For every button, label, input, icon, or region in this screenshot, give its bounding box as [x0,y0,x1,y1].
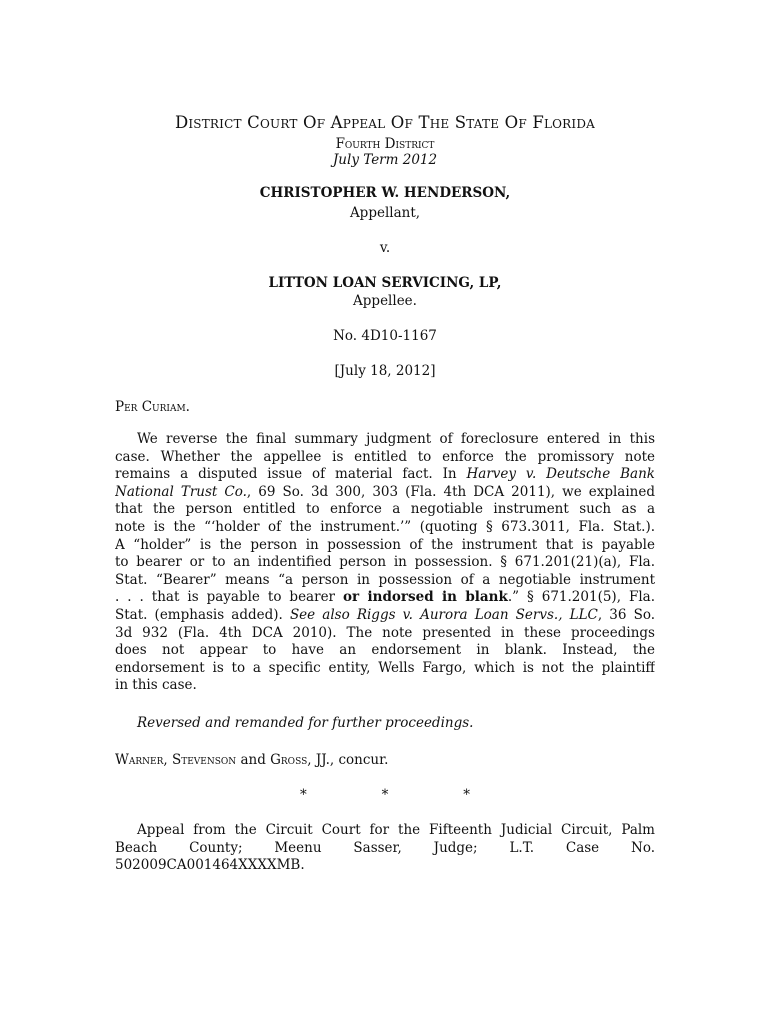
footer-line: 502009CA001464XXXXMB. [115,857,305,874]
italic-citation: National Trust Co. [115,483,247,500]
opinion-line [115,554,655,572]
emphasis-text: or indorsed in blank [343,589,508,606]
opinion-line [115,537,655,555]
opinion-line [115,501,655,519]
judge-name: Stevenson [171,752,237,768]
italic-citation: Harvey v. Deutsche Bank [466,466,655,483]
text-run: case. Whether the appellee is entitled to enforce the promissory note [115,448,655,465]
opinion-line [115,642,655,660]
opinion-line [115,677,655,695]
opinion-line [115,572,655,590]
text-run: endorsement is to a specific entity, Wells Fargo, which is not the plaintiff [115,659,655,676]
appeal-origin-note [115,822,655,875]
text-run: , 69 So. 3d 300, 303 (Fla. 4th DCA 2011), we explained [246,483,655,500]
disposition: Reversed and remanded for further proceedings. [137,715,474,731]
opinion-line [115,449,655,467]
opinion-line [115,484,655,502]
case-number: No. 4D10-1167 [333,328,437,344]
opinion-line [115,466,655,484]
text-run: that the person entitled to enforce a negotiable instrument such as a [115,501,655,518]
opinion-line [115,431,655,449]
text-run: , JJ., concur. [307,752,389,768]
opinion-paragraph [115,431,655,695]
text-run: We reverse the final summary judgment of foreclosure entered in this [137,431,655,447]
opinion-line [115,607,655,625]
opinion-line [115,589,655,607]
concurring-judges [115,752,388,768]
text-run: .” § 671.201(5), Fla. [507,589,655,606]
opinion-line [115,660,655,678]
section-separator [300,787,470,803]
text-run: does not appear to have an endorsement in blank. Instead, the [115,642,655,659]
appellant-name: CHRISTOPHER W. HENDERSON, [259,185,511,201]
appellant-role: Appellant, [349,205,421,221]
appellee-name: LITTON LOAN SERVICING, LP, [268,275,502,291]
court-name: District Court Of Appeal Of The State Of Florida [174,113,596,132]
footer-line: Beach County; Meenu Sasser, Judge; L.T. Case No. [115,839,655,856]
text-run: remains a disputed issue of material fact. In [115,466,467,483]
text-run: in this case. [115,677,197,694]
opinion-line [115,519,655,537]
appellee-role: Appellee. [353,293,417,309]
text-run: to bearer or to an indentified person in possession. § 671.201(21)(a), Fla. [115,554,655,571]
text-run: and [236,752,271,768]
text-run: note is the “‘holder of the instrument.’” (quoting § 673.3011, Fla. Stat.). [115,518,655,535]
text-run: Stat. “Bearer” means “a person in possession of a negotiable instrument [115,571,655,588]
court-district: Fourth District [335,136,435,152]
footer-line: Appeal from the Circuit Court for the Fifteenth Judicial Circuit, Palm [137,822,655,838]
text-run: A “holder” is the person in possession of the instrument that is payable [115,536,655,553]
text-run: 3d 932 (Fla. 4th DCA 2010). The note presented in these proceedings [115,624,655,641]
text-run: Stat. (emphasis added). [115,606,290,623]
decision-date: [July 18, 2012] [334,363,436,379]
judge-name: Gross [270,752,308,768]
text-run: , [163,752,172,768]
separator-star: * [381,787,389,803]
court-term: July Term 2012 [332,152,438,168]
text-run: . . . that is payable to bearer [115,589,343,606]
opinion-line [115,625,655,643]
text-run: , 36 So. [597,606,655,623]
versus-label: v. [379,240,391,256]
opinion-author: Per Curiam. [115,399,190,415]
judge-name: Warner [115,752,164,768]
separator-star: * [300,787,307,803]
separator-star: * [463,787,470,803]
italic-citation: See also Riggs v. Aurora Loan Servs., LLC [289,606,598,623]
